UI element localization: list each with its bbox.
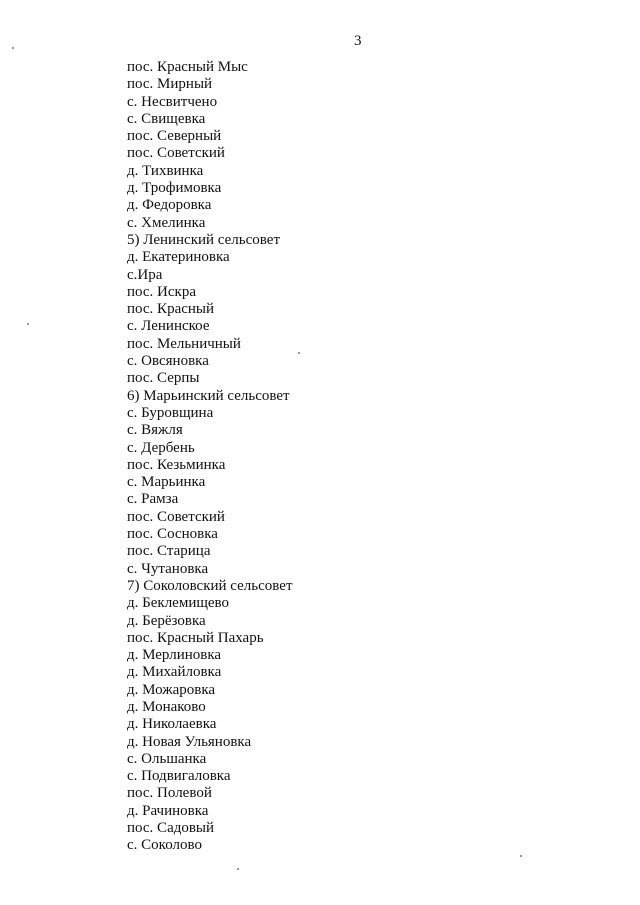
list-item: пос. Мирный [127,76,213,93]
scan-speck [27,323,29,325]
list-item: с. Ольшанка [127,750,207,767]
list-item: д. Трофимовка [127,180,222,197]
list-item: с. Свищевка [127,110,206,127]
list-item: пос. Сосновка [127,526,218,543]
list-item: пос. Старица [127,543,211,560]
list-item: д. Михайловка [127,664,222,681]
list-item: д. Николаевка [127,716,217,733]
list-item: пос. Северный [127,128,222,145]
list-item: с. Соколово [127,837,202,854]
list-item: с. Марьинка [127,474,206,491]
list-item: с.Ира [127,266,163,283]
list-item: пос. Садовый [127,820,215,837]
list-item: с. Дербень [127,439,195,456]
list-item: д. Берёзовка [127,612,206,629]
list-item: пос. Кезьминка [127,456,226,473]
list-item: с. Вяжля [127,422,183,439]
list-item: д. Новая Ульяновка [127,733,252,750]
list-item: с. Ленинское [127,318,210,335]
list-item: с. Овсяновка [127,353,209,370]
scan-speck [520,855,522,857]
list-item: пос. Красный [127,301,215,318]
list-item: с. Хмелинка [127,214,206,231]
list-item: пос. Серпы [127,370,200,387]
scan-speck [237,868,239,870]
section-heading: 6) Марьинский сельсовет [127,387,290,404]
list-item: пос. Искра [127,283,196,300]
list-item: пос. Мельничный [127,335,241,352]
list-item: д. Мерлиновка [127,647,222,664]
section-heading: 7) Соколовский сельсовет [127,577,293,594]
list-item: пос. Красный Мыс [127,59,248,75]
list-item: д. Тихвинка [127,162,204,179]
list-item: д. Можаровка [127,681,216,698]
list-item: пос. Красный Пахарь [127,629,264,646]
list-item: с. Буровщина [127,404,214,421]
list-item: с. Несвитчено [127,93,218,110]
list-item: д. Монаково [127,698,206,715]
list-item: д. Федоровка [127,197,212,214]
list-item: д. Екатериновка [127,249,230,266]
list-item: с. Рамза [127,491,179,508]
scan-speck [12,47,14,49]
settlement-list [127,59,293,855]
list-item: пос. Советский [127,145,225,162]
list-item: д. Рачиновка [127,802,209,819]
list-item: д. Беклемищево [127,595,230,612]
list-item: пос. Советский [127,508,225,525]
list-item: с. Чутановка [127,560,209,577]
page-number: 3 [354,33,362,49]
list-item: с. Подвигаловка [127,768,231,785]
section-heading: 5) Ленинский сельсовет [127,231,280,248]
list-item: пос. Полевой [127,785,212,802]
scan-speck [298,352,300,354]
